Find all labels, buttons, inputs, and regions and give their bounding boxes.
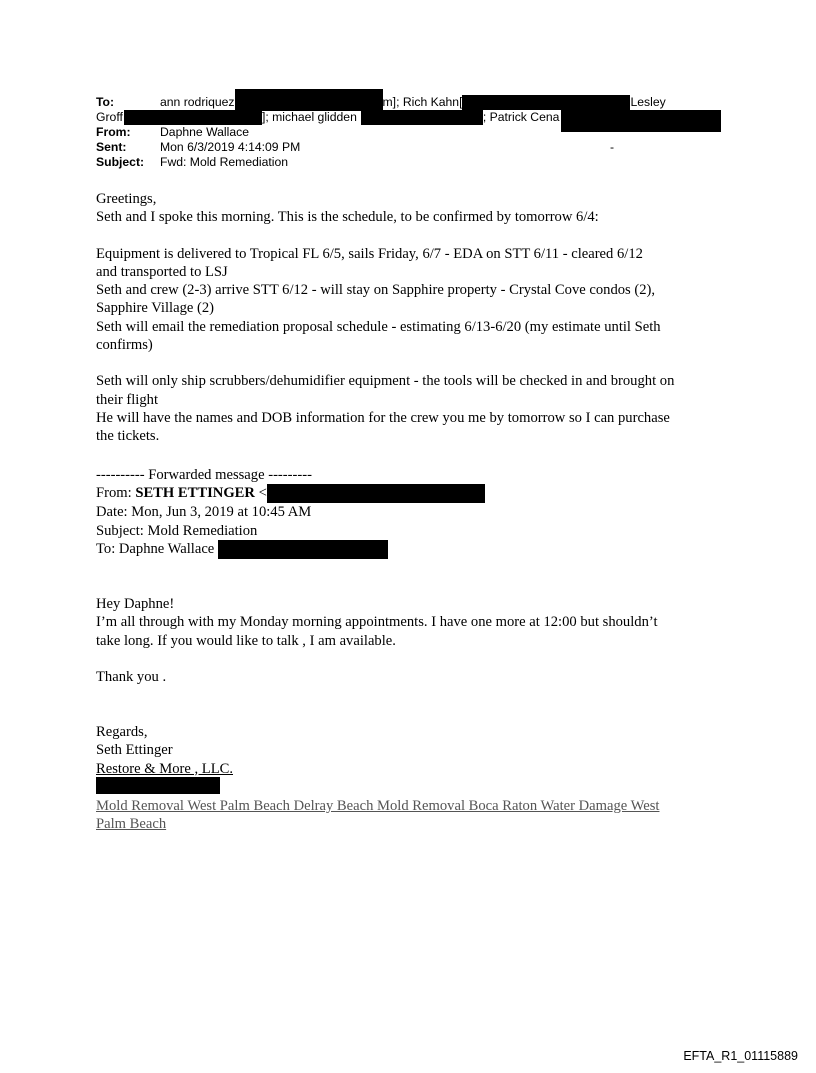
to-recipient-3: Lesley: [630, 95, 666, 109]
redaction-box: [361, 110, 483, 125]
forwarded-divider: ---------- Forwarded message ---------: [96, 467, 312, 483]
forwarded-to: To: Daphne Wallace: [96, 540, 736, 559]
reply-thanks: Thank you .: [96, 669, 167, 685]
message-line: Sapphire Village (2): [96, 300, 215, 317]
to-recipient-1: ann rodriquez: [160, 95, 235, 109]
message-line: confirms): [96, 337, 153, 354]
sent-label: Sent:: [96, 140, 127, 154]
forwarded-from: From: SETH ETTINGER <: [96, 484, 736, 503]
from-row: [96, 125, 736, 140]
to-row: [96, 95, 736, 110]
message-line: the tickets.: [96, 428, 160, 445]
subject-label: Subject:: [96, 155, 145, 169]
signature-links: [96, 797, 736, 834]
sent-row: [96, 140, 736, 155]
seo-link[interactable]: Mold Removal West Palm Beach Delray Beach Mold Removal Boca Raton Water Damage West: [96, 798, 660, 814]
message-line: their flight: [96, 391, 159, 408]
document-id: EFTA_R1_01115889: [683, 1049, 798, 1063]
reply-line: I’m all through with my Monday morning appointments. I have one more at 12:00 but shouldn’t: [96, 614, 658, 631]
sent-value: Mon 6/3/2019 4:14:09 PM: [160, 140, 301, 154]
message-line: Seth and I spoke this morning. This is the schedule, to be confirmed by tomorrow 6/4:: [96, 209, 599, 226]
message-line: Seth and crew (2-3) arrive STT 6/12 - will stay on Sapphire property - Crystal Cove condos (2),: [96, 282, 656, 299]
to-label: To:: [96, 95, 115, 109]
subject-value: Fwd: Mold Remediation: [160, 155, 289, 169]
sent-mark: -: [610, 140, 615, 154]
reply-body: [96, 595, 736, 650]
to-recipient-4: Groff: [96, 110, 123, 124]
redaction-box: [235, 89, 383, 111]
message-line: and transported to LSJ: [96, 263, 228, 280]
redaction-box: [124, 110, 262, 125]
to-recipient-2: m]; Rich Kahn[: [382, 95, 463, 109]
to-recipient-5: ]; michael glidden: [262, 110, 357, 124]
signature: [96, 723, 736, 778]
message-line: Equipment is delivered to Tropical FL 6/5, sails Friday, 6/7 - EDA on STT 6/11 - cleared 6/12: [96, 245, 643, 262]
redaction-box: [96, 777, 220, 794]
forwarded-header: [96, 466, 736, 559]
forwarded-date: Date: Mon, Jun 3, 2019 at 10:45 AM: [96, 504, 312, 521]
signature-name: Seth Ettinger: [96, 742, 173, 759]
reply-greeting: Hey Daphne!: [96, 596, 175, 612]
to-recipient-6: ; Patrick Cena: [482, 110, 560, 124]
email-header: [96, 95, 736, 170]
message-line: He will have the names and DOB information for the crew you me by tomorrow so I can purchase: [96, 409, 670, 426]
signature-regards: Regards,: [96, 724, 148, 740]
message-body: [96, 190, 736, 446]
redaction-box: [462, 95, 630, 110]
redaction-box: [267, 484, 485, 503]
message-line: Seth will only ship scrubbers/dehumidifier equipment - the tools will be checked in and brought on: [96, 373, 675, 390]
reply-line: take long. If you would like to talk , I am available.: [96, 632, 396, 649]
seo-link[interactable]: Palm Beach: [96, 816, 167, 833]
to-row-continued: [96, 110, 736, 125]
message-line: Seth will email the remediation proposal schedule - estimating 6/13-6/20 (my estimate until Seth: [96, 318, 661, 335]
forwarded-from-name: SETH ETTINGER: [135, 485, 255, 502]
subject-row: [96, 155, 736, 170]
signature-company: Restore & More , LLC.: [96, 760, 233, 777]
from-label: From:: [96, 125, 131, 139]
forwarded-subject: Subject: Mold Remediation: [96, 522, 258, 539]
redaction-box: [218, 540, 388, 559]
greeting: Greetings,: [96, 191, 157, 207]
from-value: Daphne Wallace: [160, 125, 249, 139]
